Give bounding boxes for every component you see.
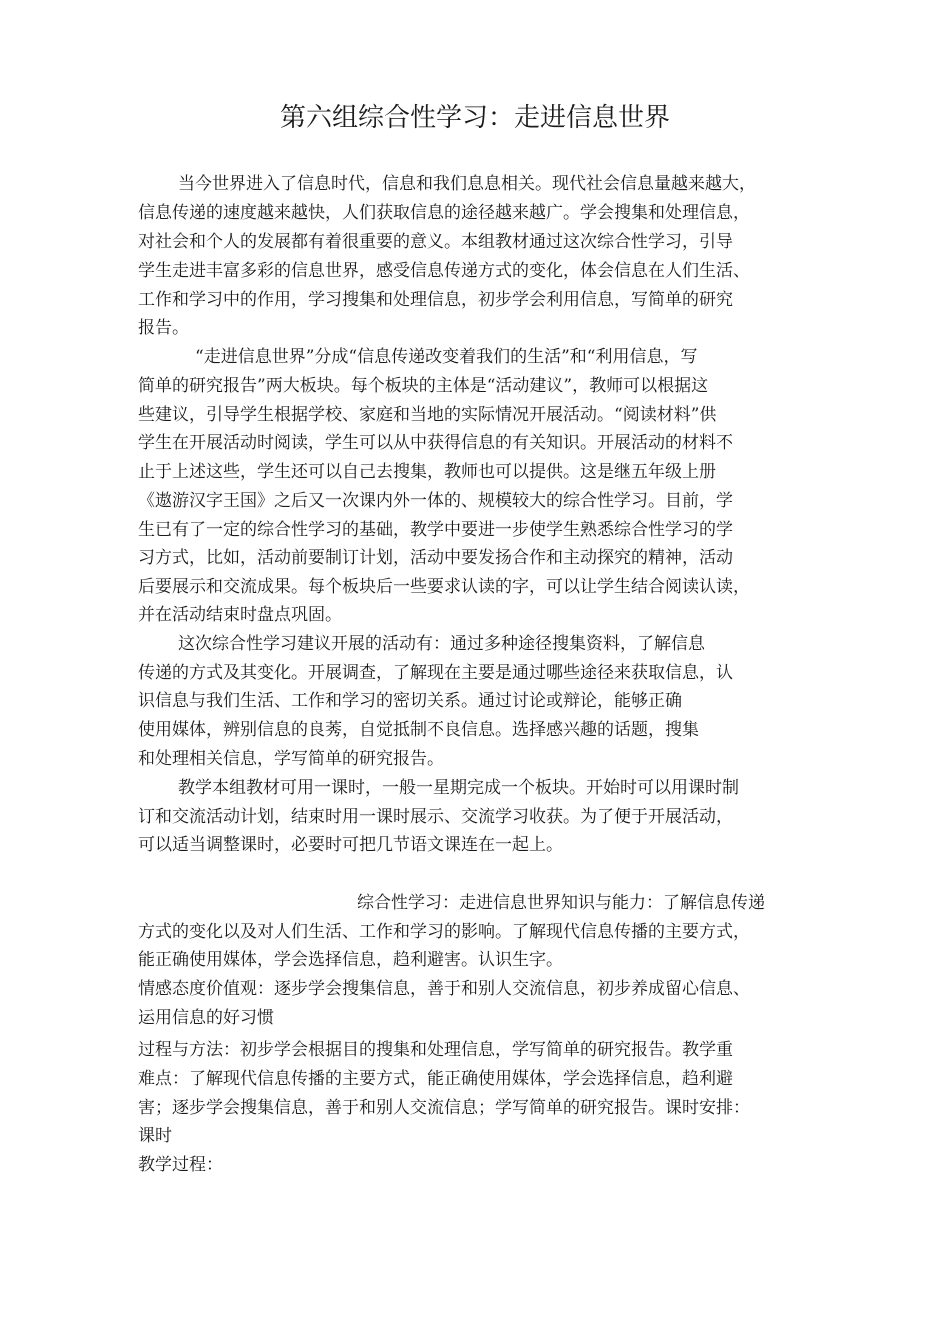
text-line: 害；逐步学会搜集信息，善于和别人交流信息；学写简单的研究报告。课时安排：: [138, 1098, 750, 1118]
text-line: 方式的变化以及对人们生活、工作和学习的影响。了解现代信息传播的主要方式，: [138, 922, 750, 942]
text-line: 生已有了一定的综合性学习的基础，教学中要进一步使学生熟悉综合性学习的学: [138, 520, 733, 540]
text-line: 这次综合性学习建议开展的活动有：通过多种途径搜集资料，了解信息: [178, 634, 705, 654]
text-line: 可以适当调整课时，必要时可把几节语文课连在一起上。: [138, 835, 563, 855]
text-line: 过程与方法：初步学会根据目的搜集和处理信息，学写简单的研究报告。教学重: [138, 1040, 733, 1060]
text-line: 综合性学习：走进信息世界知识与能力：了解信息传递: [357, 893, 765, 913]
text-line: 课时: [138, 1126, 172, 1146]
text-line: 订和交流活动计划，结束时用一课时展示、交流学习收获。为了便于开展活动，: [138, 807, 733, 827]
text-line: 学生走进丰富多彩的信息世界，感受信息传递方式的变化，体会信息在人们生活、: [138, 261, 750, 281]
text-line: 习方式，比如，活动前要制订计划，活动中要发扬合作和主动探究的精神，活动: [138, 548, 733, 568]
text-line: 传递的方式及其变化。开展调查，了解现在主要是通过哪些途径来获取信息，认: [138, 663, 733, 683]
text-line: 报告。: [138, 318, 189, 338]
text-line: 难点：了解现代信息传播的主要方式，能正确使用媒体，学会选择信息，趋利避: [138, 1069, 733, 1089]
text-line: 止于上述这些，学生还可以自己去搜集，教师也可以提供。这是继五年级上册: [138, 462, 716, 482]
text-line: 学生在开展活动时阅读，学生可以从中获得信息的有关知识。开展活动的材料不: [138, 433, 733, 453]
text-line: 教学过程：: [138, 1155, 223, 1175]
text-line: 简单的研究报告”两大板块。每个板块的主体是“活动建议”，教师可以根据这: [138, 376, 709, 396]
text-line: 并在活动结束时盘点巩固。: [138, 605, 342, 625]
text-line: 信息传递的速度越来越快，人们获取信息的途径越来越广。学会搜集和处理信息，: [138, 203, 750, 223]
document-title: 第六组综合性学习：走进信息世界: [279, 103, 670, 133]
text-line: 识信息与我们生活、工作和学习的密切关系。通过讨论或辩论，能够正确: [138, 691, 682, 711]
text-line: 些建议，引导学生根据学校、家庭和当地的实际情况开展活动。“阅读材料”供: [138, 405, 717, 425]
text-line: 后要展示和交流成果。每个板块后一些要求认读的字，可以让学生结合阅读认读，: [138, 577, 750, 597]
text-line: “走进信息世界”分成“信息传递改变着我们的生活”和“利用信息，写: [195, 347, 698, 367]
text-line: 工作和学习中的作用，学习搜集和处理信息，初步学会利用信息，写简单的研究: [138, 290, 733, 310]
text-line: 当今世界进入了信息时代，信息和我们息息相关。现代社会信息量越来越大，: [178, 174, 756, 194]
text-line: 能正确使用媒体，学会选择信息，趋利避害。认识生字。: [138, 950, 563, 970]
text-line: 情感态度价值观：逐步学会搜集信息，善于和别人交流信息，初步养成留心信息、: [138, 979, 750, 999]
text-line: 对社会和个人的发展都有着很重要的意义。本组教材通过这次综合性学习，引导: [138, 232, 733, 252]
text-line: 《遨游汉字王国》之后又一次课内外一体的、规模较大的综合性学习。目前，学: [138, 491, 733, 511]
text-line: 运用信息的好习惯: [138, 1008, 274, 1028]
text-line: 使用媒体，辨别信息的良莠，自觉抵制不良信息。选择感兴趣的话题，搜集: [138, 720, 699, 740]
text-line: 教学本组教材可用一课时，一般一星期完成一个板块。开始时可以用课时制: [178, 778, 739, 798]
text-line: 和处理相关信息，学写简单的研究报告。: [138, 749, 444, 769]
